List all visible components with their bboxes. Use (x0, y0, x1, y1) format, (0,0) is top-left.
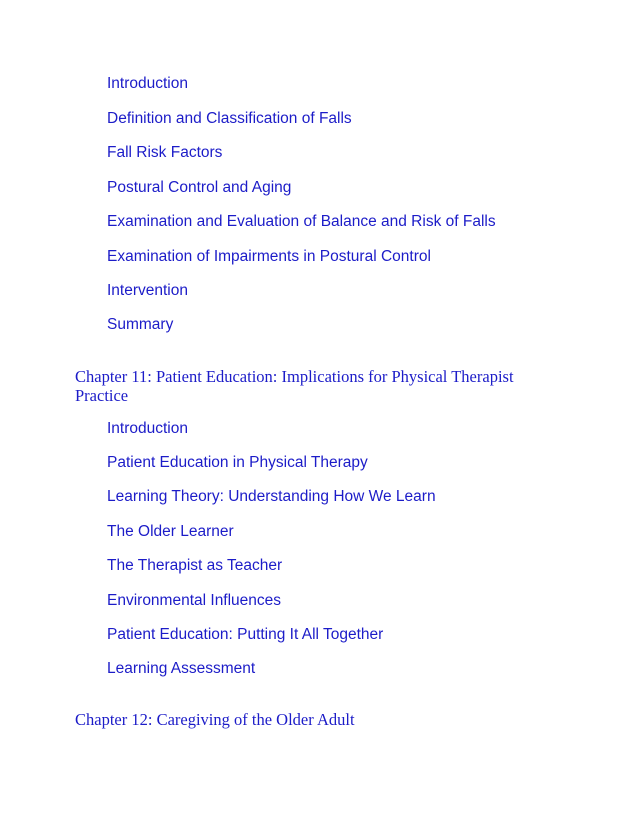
toc-link-therapist-teacher[interactable]: The Therapist as Teacher (107, 557, 283, 574)
toc-link-environmental-influences[interactable]: Environmental Influences (107, 592, 282, 609)
toc-link-ch11-introduction[interactable]: Introduction (107, 420, 188, 437)
toc-link-putting-together[interactable]: Patient Education: Putting It All Together (107, 626, 384, 643)
toc-link-examination-balance-falls[interactable]: Examination and Evaluation of Balance and Risk of Falls (107, 213, 496, 230)
toc-link-examination-impairments[interactable]: Examination of Impairments in Postural Control (107, 248, 431, 265)
toc-link-postural-control-aging[interactable]: Postural Control and Aging (107, 179, 292, 196)
toc-link-patient-education-pt[interactable]: Patient Education in Physical Therapy (107, 454, 368, 471)
toc-link-fall-risk-factors[interactable]: Fall Risk Factors (107, 144, 223, 161)
toc-link-definition-classification-falls[interactable]: Definition and Classification of Falls (107, 110, 352, 127)
toc-link-summary[interactable]: Summary (107, 316, 174, 333)
toc-link-learning-theory[interactable]: Learning Theory: Understanding How We Learn (107, 488, 436, 505)
chapter-11-link[interactable]: Chapter 11: Patient Education: Implications for Physical Therapist Practice (75, 367, 514, 405)
toc-link-learning-assessment[interactable]: Learning Assessment (107, 660, 256, 677)
toc-link-intervention[interactable]: Intervention (107, 282, 188, 299)
toc-link-older-learner[interactable]: The Older Learner (107, 523, 234, 540)
toc-link-introduction[interactable]: Introduction (107, 75, 188, 92)
chapter-12-link[interactable]: Chapter 12: Caregiving of the Older Adult (75, 710, 355, 729)
